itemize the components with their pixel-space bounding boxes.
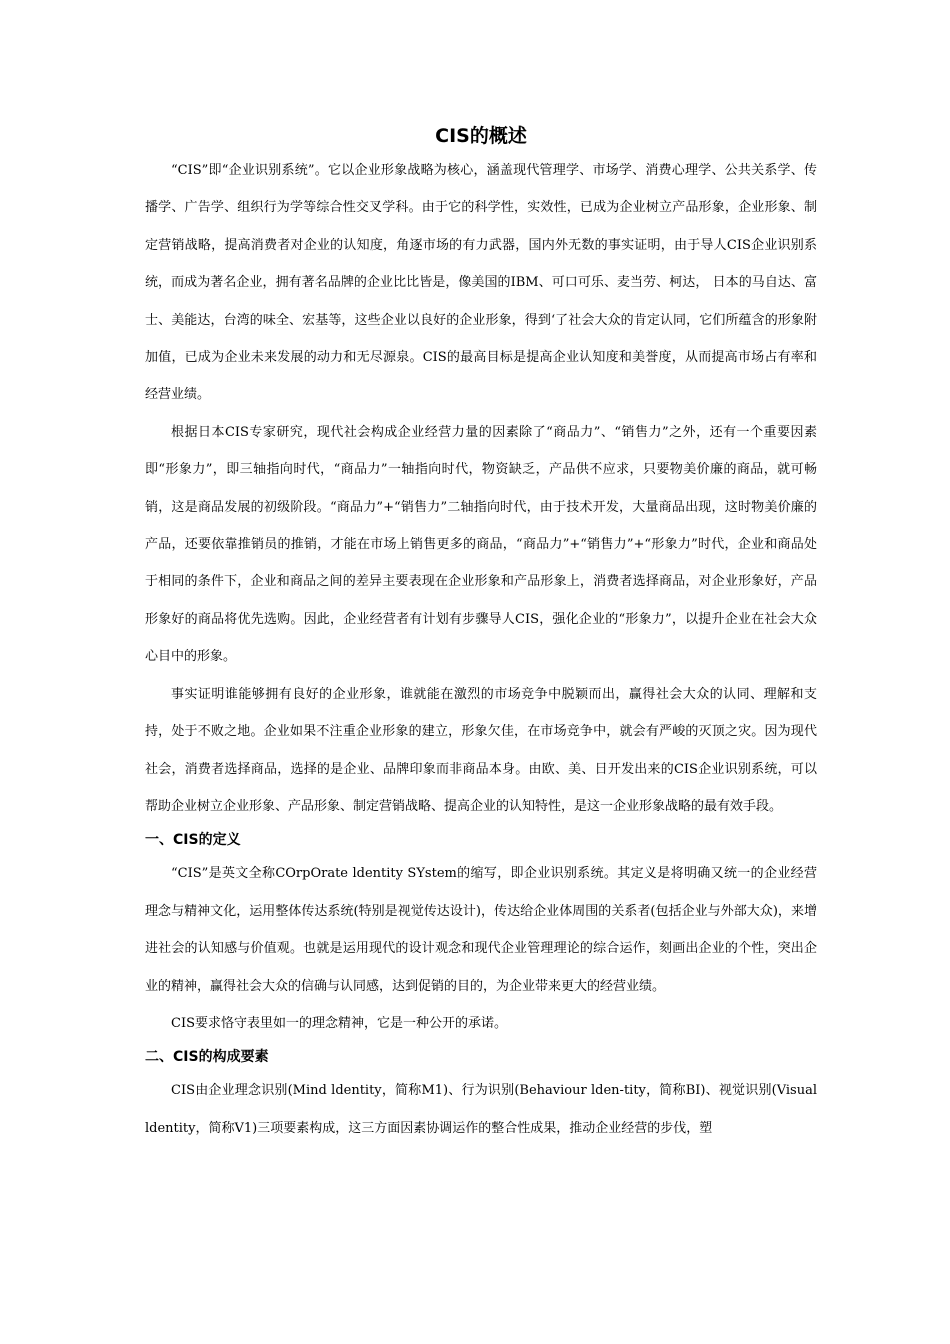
paragraph-evidence: 事实证明谁能够拥有良好的企业形象，谁就能在激烈的市场竞争中脱颖而出，赢得社会大众的认同、理解和支持，处于不败之地。企业如果不注重企业形象的建立，形象欠佳，在市场竞争中，就会有严峻的灭顶之灾。因为现代社会，消费者选择商品，选择的是企业、品牌印象而非商品本身。由欧、美、日开发出来的CIS企业识别系统，可以帮助企业树立企业形象、产品形象、制定营销战略、提高企业的认知特性，是这一企业形象战略的最有效手段。 xyxy=(145,686,817,814)
paragraph-elements: CIS由企业理念识别(Mind ldentity，简称M1)、行为识别(Behaviour lden-tity，简称BI)、视觉识别(Visual ldentity，简称V1)三项要素构成，这三方面因素协调运作的整合性成果，推动企业经营的步伐，塑 xyxy=(145,1083,817,1136)
section-heading-elements: 二、CIS的构成要素 xyxy=(145,1049,269,1066)
paragraph-definition: “CIS”是英文全称COrpOrate ldentity SYstem的缩写，即企业识别系统。其定义是将明确又统一的企业经营理念与精神文化，运用整体传达系统(特别是视觉传达设计)，传达给企业体周围的关系者(包括企业与外部大众)，来增进社会的认知感与价值观。也就是运用现代的设计观念和现代企业管理理论的综合运作，刻画出企业的个性，突出企业的精神，赢得社会大众的信确与认同感，达到促销的目的，为企业带来更大的经营业绩。 xyxy=(145,866,817,994)
paragraph-image-power: 根据日本CIS专家研究，现代社会构成企业经营力量的因素除了“商品力”、“销售力”之外，还有一个重要因素即“形象力”，即三轴指向时代，“商品力”一轴指向时代，物资缺乏，产品供不应求，只要物美价廉的商品，就可畅销，这是商品发展的初级阶段。“商品力”+“销售力”二轴指向时代，由于技术开发，大量商品出现，这时物美价廉的产品，还要依靠推销员的推销，才能在市场上销售更多的商品，“商品力”+“销售力”+“形象力”时代，企业和商品处于相同的条件下，企业和商品之间的差异主要表现在企业形象和产品形象上，消费者选择商品，对企业形象好，产品形象好的商品将优先选购。因此，企业经营者有计划有步骤导人CIS，强化企业的“形象力”，以提升企业在社会大众心目中的形象。 xyxy=(145,424,817,665)
document-body xyxy=(145,120,817,1147)
section-heading-definition: 一、CIS的定义 xyxy=(145,832,241,849)
paragraph-intro: “CIS”即“企业识别系统”。它以企业形象战略为核心，涵盖现代管理学、市场学、消费心理学、公共关系学、传播学、广告学、组织行为学等综合性交叉学科。由于它的科学性，实效性，已成为企业树立产品形象，企业形象、制定营销战略，提高消费者对企业的认知度，角逐市场的有力武器，国内外无数的事实证明，由于导人CIS企业识别系统，而成为著名企业，拥有著名品牌的企业比比皆是，像美国的IBM、可口可乐、麦当劳、柯达， 日本的马自达、富士、美能达，台湾的味全、宏基等，这些企业以良好的企业形象，得到‘了社会大众的肯定认同，它们所蕴含的形象附加值，已成为企业未来发展的动力和无尽源泉。CIS的最高目标是提高企业认知度和美誉度，从而提高市场占有率和经营业绩。 xyxy=(145,163,817,403)
document-title: CIS的概述 xyxy=(435,125,527,147)
paragraph-commitment: CIS要求恪守表里如一的理念精神，它是一种公开的承诺。 xyxy=(171,1015,507,1031)
